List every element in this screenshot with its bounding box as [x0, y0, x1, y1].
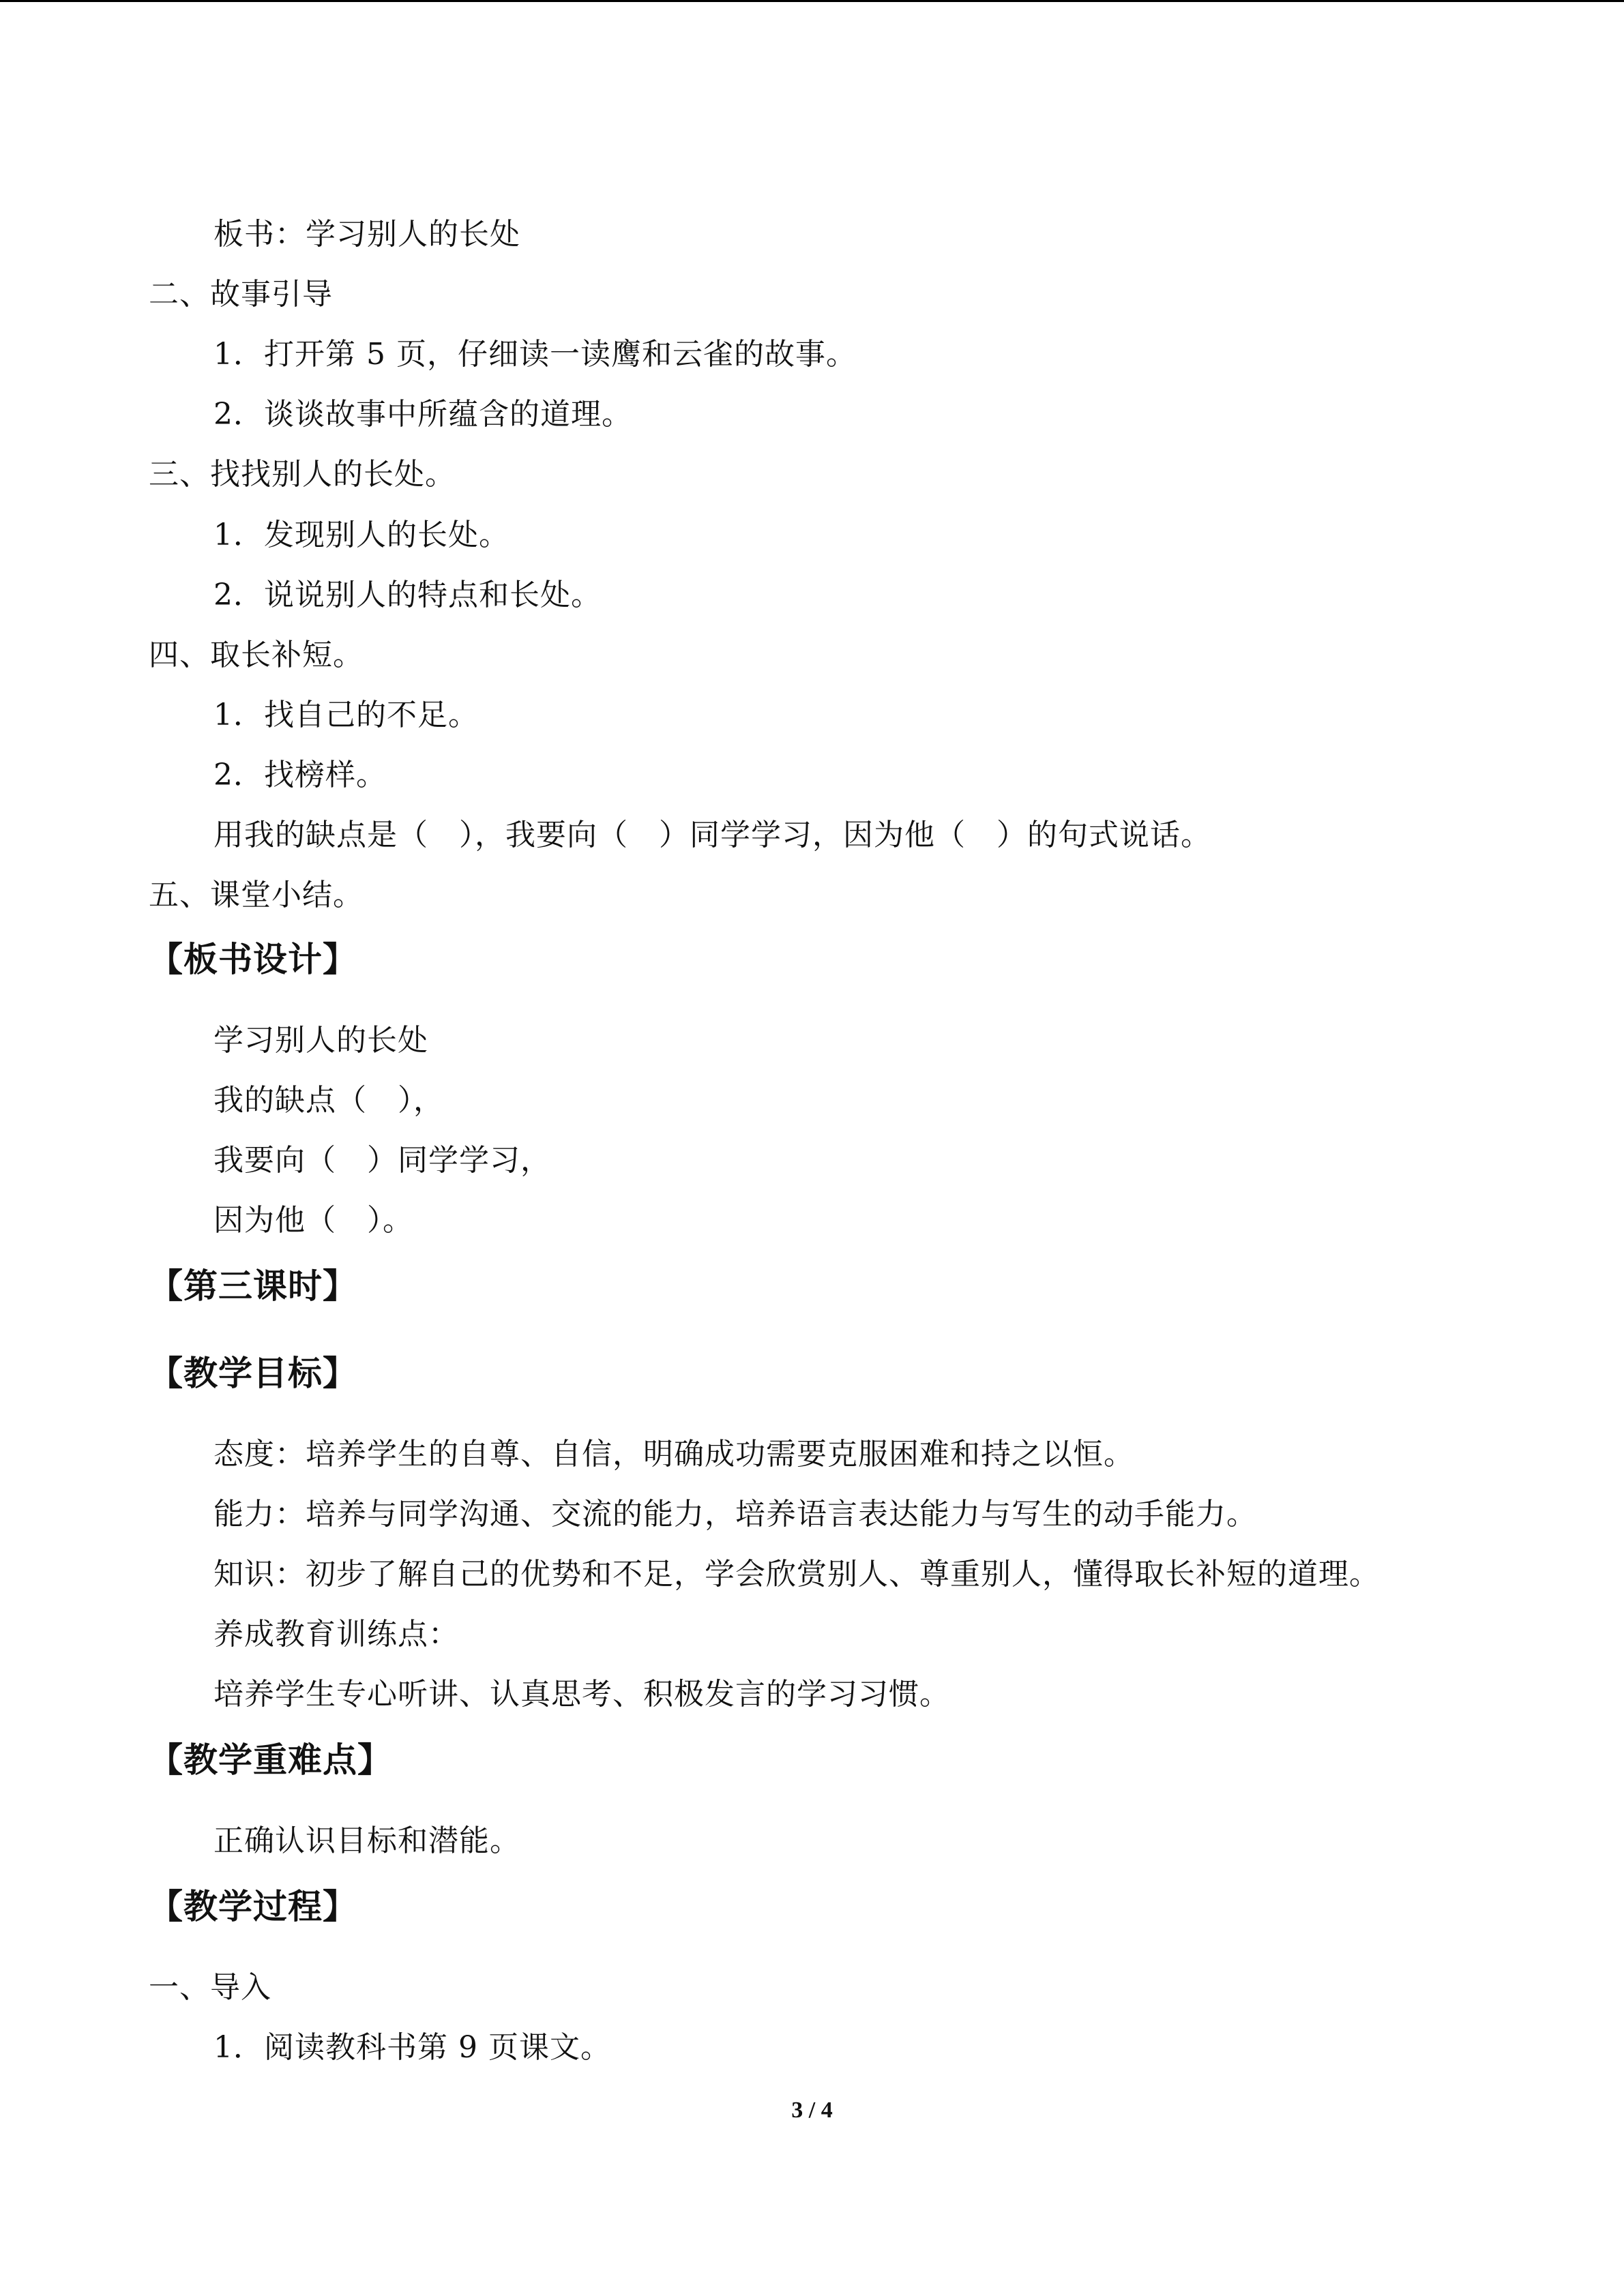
section-introduction: 一、导入: [149, 1970, 271, 2005]
page-top-border: [0, 0, 1624, 2]
page-number: 3 / 4: [791, 2098, 833, 2123]
list-item: 1．发现别人的长处。: [213, 518, 510, 552]
blackboard-line: 因为他（ ）。: [213, 1203, 413, 1238]
goal-knowledge: 知识：初步了解自己的优势和不足，学会欣赏别人、尊重别人，懂得取长补短的道理。: [213, 1557, 1380, 1592]
blackboard-line: 我要向（ ）同学学习，: [213, 1143, 551, 1178]
goal-ability: 能力：培养与同学沟通、交流的能力，培养语言表达能力与写生的动手能力。: [213, 1497, 1257, 1532]
list-item: 1．找自己的不足。: [213, 698, 479, 732]
training-point: 培养学生专心听讲、认真思考、积极发言的学习习惯。: [213, 1677, 950, 1712]
section-summary: 五、课堂小结。: [149, 878, 364, 912]
section-story-guide: 二、故事引导: [149, 277, 333, 312]
heading-teaching-process: 【教学过程】: [149, 1887, 357, 1926]
list-item: 2．谈谈故事中所蕴含的道理。: [213, 397, 632, 432]
section-learn-from-others: 四、取长补短。: [149, 638, 364, 672]
list-item: 1．阅读教科书第 9 页课文。: [213, 2030, 611, 2065]
heading-teaching-goals: 【教学目标】: [149, 1354, 357, 1393]
list-item: 2．说说别人的特点和长处。: [213, 578, 602, 612]
heading-key-difficulties: 【教学重难点】: [149, 1740, 392, 1780]
sentence-pattern: 用我的缺点是（ ），我要向（ ）同学学习，因为他（ ）的句式说话。: [213, 818, 1211, 852]
goal-attitude: 态度：培养学生的自尊、自信，明确成功需要克服困难和持之以恒。: [213, 1437, 1134, 1472]
blackboard-line: 我的缺点（ ），: [213, 1083, 444, 1118]
list-item: 2．找榜样。: [213, 758, 387, 792]
heading-blackboard-design: 【板书设计】: [149, 940, 357, 979]
blackboard-line: 学习别人的长处: [213, 1023, 428, 1058]
section-find-strengths: 三、找找别人的长处。: [149, 457, 456, 492]
blackboard-note: 板书：学习别人的长处: [213, 217, 520, 252]
key-difficulty: 正确认识目标和潜能。: [213, 1823, 520, 1858]
list-item: 1．打开第 5 页，仔细读一读鹰和云雀的故事。: [213, 337, 857, 372]
training-point-label: 养成教育训练点：: [213, 1617, 459, 1652]
heading-third-lesson: 【第三课时】: [149, 1266, 357, 1306]
